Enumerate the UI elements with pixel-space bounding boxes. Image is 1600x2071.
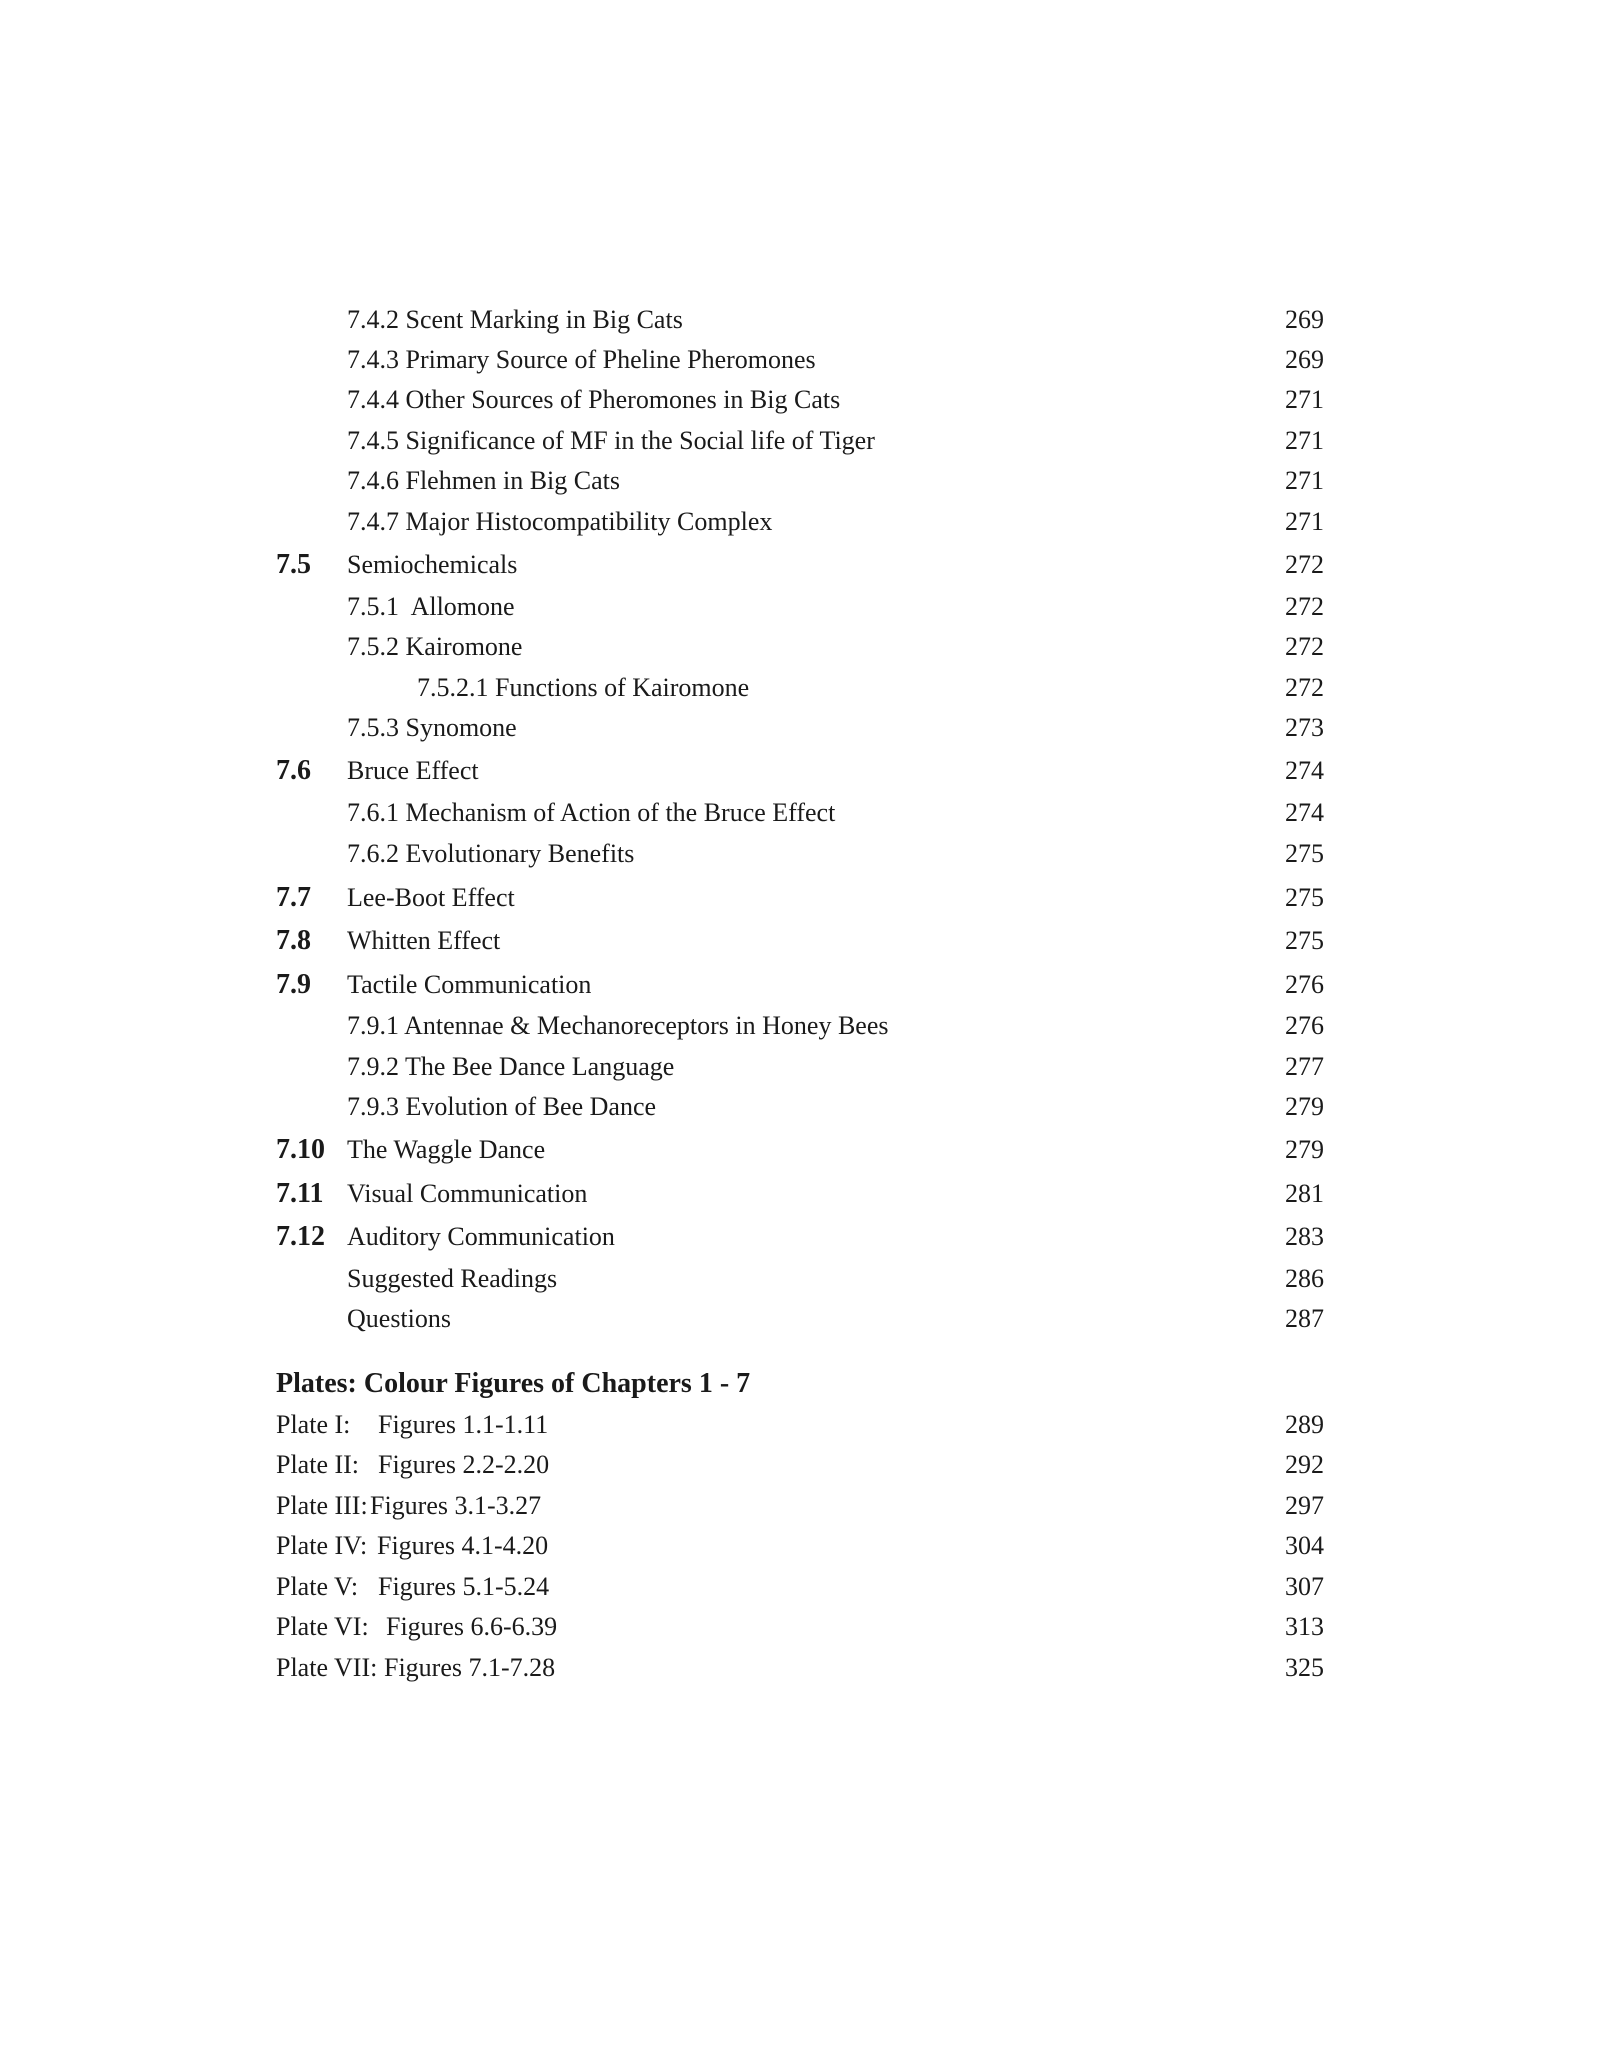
toc-entry-title: 7.6.1 Mechanism of Action of the Bruce Effect: [347, 798, 836, 827]
toc-entry-page: 275: [1285, 883, 1324, 912]
toc-section-number: 7.5: [276, 549, 311, 580]
toc-entry-page: 283: [1285, 1222, 1324, 1251]
toc-section-number: 7.7: [276, 882, 311, 913]
plate-page: 313: [1285, 1612, 1324, 1641]
plate-entry: [0, 1609, 1600, 1645]
toc-section-number: 7.12: [276, 1221, 325, 1252]
toc-section-number: 7.9: [276, 969, 311, 1000]
toc-entry-title: The Waggle Dance: [347, 1135, 546, 1164]
toc-entry-title: 7.6.2 Evolutionary Benefits: [347, 839, 635, 868]
toc-entry-section: [0, 753, 1600, 789]
toc-entry-title: 7.5.2.1 Functions of Kairomone: [417, 673, 750, 702]
toc-entry-title: Lee-Boot Effect: [347, 883, 515, 912]
plate-page: 307: [1285, 1572, 1324, 1601]
toc-section-number: 7.8: [276, 925, 311, 956]
plate-figures: Figures 3.1-3.27: [370, 1491, 542, 1520]
toc-entry-title: 7.4.4 Other Sources of Pheromones in Big Cats: [347, 385, 841, 414]
toc-entry: [0, 382, 1600, 418]
toc-entry: [0, 710, 1600, 746]
toc-entry-section: [0, 1176, 1600, 1212]
plate-label: Plate I:: [276, 1410, 351, 1439]
plate-entry: [0, 1447, 1600, 1483]
toc-entry-page: 276: [1285, 1011, 1324, 1040]
plate-page: 297: [1285, 1491, 1324, 1520]
toc-entry-section: [0, 923, 1600, 959]
toc-entry-page: 286: [1285, 1264, 1324, 1293]
toc-entry-page: 274: [1285, 798, 1324, 827]
toc-entry-title: Semiochemicals: [347, 550, 518, 579]
toc-entry-title: Auditory Communication: [347, 1222, 615, 1251]
toc-entry: [0, 836, 1600, 872]
toc-entry: [0, 1049, 1600, 1085]
toc-entry-page: 279: [1285, 1092, 1324, 1121]
toc-entry: [0, 670, 1600, 706]
plate-figures: Figures 7.1-7.28: [384, 1653, 556, 1682]
toc-entry-title: Bruce Effect: [347, 756, 479, 785]
plate-page: 292: [1285, 1450, 1324, 1479]
toc-entry-title: 7.4.2 Scent Marking in Big Cats: [347, 305, 683, 334]
toc-entry-page: 269: [1285, 345, 1324, 374]
plate-label: Plate V:: [276, 1572, 359, 1601]
plate-entry: [0, 1407, 1600, 1443]
toc-entry-section: [0, 880, 1600, 916]
toc-entry-page: 273: [1285, 713, 1324, 742]
toc-entry: [0, 629, 1600, 665]
toc-entry-page: 275: [1285, 926, 1324, 955]
toc-entry-title: 7.5.2 Kairomone: [347, 632, 523, 661]
toc-entry-title: 7.4.3 Primary Source of Pheline Pheromones: [347, 345, 816, 374]
toc-entry-page: 277: [1285, 1052, 1324, 1081]
plates-heading: Plates: Colour Figures of Chapters 1 - 7: [276, 1368, 751, 1399]
plate-entry: [0, 1650, 1600, 1686]
plate-figures: Figures 5.1-5.24: [378, 1572, 550, 1601]
toc-entry-page: 287: [1285, 1304, 1324, 1333]
toc-entry-page: 272: [1285, 632, 1324, 661]
toc-entry-title: 7.9.2 The Bee Dance Language: [347, 1052, 675, 1081]
toc-entry-title: 7.9.3 Evolution of Bee Dance: [347, 1092, 657, 1121]
toc-entry: [0, 1261, 1600, 1297]
plate-figures: Figures 4.1-4.20: [377, 1531, 549, 1560]
toc-entry: [0, 342, 1600, 378]
toc-entry-page: 271: [1285, 466, 1324, 495]
toc-entry-title: Visual Communication: [347, 1179, 588, 1208]
toc-entry-page: 269: [1285, 305, 1324, 334]
plate-label: Plate VI:: [276, 1612, 369, 1641]
toc-entry-title: Questions: [347, 1304, 451, 1333]
toc-entry-title: Whitten Effect: [347, 926, 501, 955]
toc-entry-title: 7.5.1 Allomone: [347, 592, 515, 621]
plate-label: Plate VII:: [276, 1653, 378, 1682]
toc-entry-title: 7.4.7 Major Histocompatibility Complex: [347, 507, 773, 536]
toc-entry-page: 271: [1285, 385, 1324, 414]
toc-entry-page: 279: [1285, 1135, 1324, 1164]
plate-entry: [0, 1488, 1600, 1524]
toc-section-number: 7.10: [276, 1134, 325, 1165]
toc-entry-page: 272: [1285, 550, 1324, 579]
toc-entry-section: [0, 547, 1600, 583]
plate-figures: Figures 1.1-1.11: [378, 1410, 549, 1439]
plate-label: Plate IV:: [276, 1531, 368, 1560]
toc-entry-section: [0, 967, 1600, 1003]
toc-entry-title: 7.4.5 Significance of MF in the Social life of Tiger: [347, 426, 875, 455]
toc-entry-title: 7.4.6 Flehmen in Big Cats: [347, 466, 620, 495]
toc-entry-page: 272: [1285, 673, 1324, 702]
toc-section-number: 7.11: [276, 1178, 324, 1209]
toc-entry: [0, 423, 1600, 459]
toc-entry: [0, 1008, 1600, 1044]
toc-entry: [0, 463, 1600, 499]
toc-entry-page: 271: [1285, 507, 1324, 536]
plate-label: Plate III:: [276, 1491, 368, 1520]
toc-entry-page: 276: [1285, 970, 1324, 999]
toc-entry: [0, 302, 1600, 338]
toc-entry-section: [0, 1132, 1600, 1168]
toc-entry-page: 274: [1285, 756, 1324, 785]
toc-entry: [0, 589, 1600, 625]
toc-entry-title: Suggested Readings: [347, 1264, 558, 1293]
plate-page: 289: [1285, 1410, 1324, 1439]
toc-entry: [0, 1089, 1600, 1125]
plate-page: 304: [1285, 1531, 1324, 1560]
toc-entry-title: Tactile Communication: [347, 970, 592, 999]
toc-entry: [0, 795, 1600, 831]
toc-entry-page: 271: [1285, 426, 1324, 455]
plate-page: 325: [1285, 1653, 1324, 1682]
plate-entry: [0, 1528, 1600, 1564]
toc-entry: [0, 1301, 1600, 1337]
toc-section-number: 7.6: [276, 755, 311, 786]
plate-label: Plate II:: [276, 1450, 360, 1479]
plate-entry: [0, 1569, 1600, 1605]
toc-entry-title: 7.5.3 Synomone: [347, 713, 517, 742]
toc-entry-section: [0, 1219, 1600, 1255]
toc-entry-title: 7.9.1 Antennae & Mechanoreceptors in Honey Bees: [347, 1011, 889, 1040]
plate-figures: Figures 2.2-2.20: [378, 1450, 550, 1479]
plate-figures: Figures 6.6-6.39: [386, 1612, 558, 1641]
toc-entry-page: 275: [1285, 839, 1324, 868]
toc-entry-page: 281: [1285, 1179, 1324, 1208]
toc-entry-page: 272: [1285, 592, 1324, 621]
toc-entry: [0, 504, 1600, 540]
